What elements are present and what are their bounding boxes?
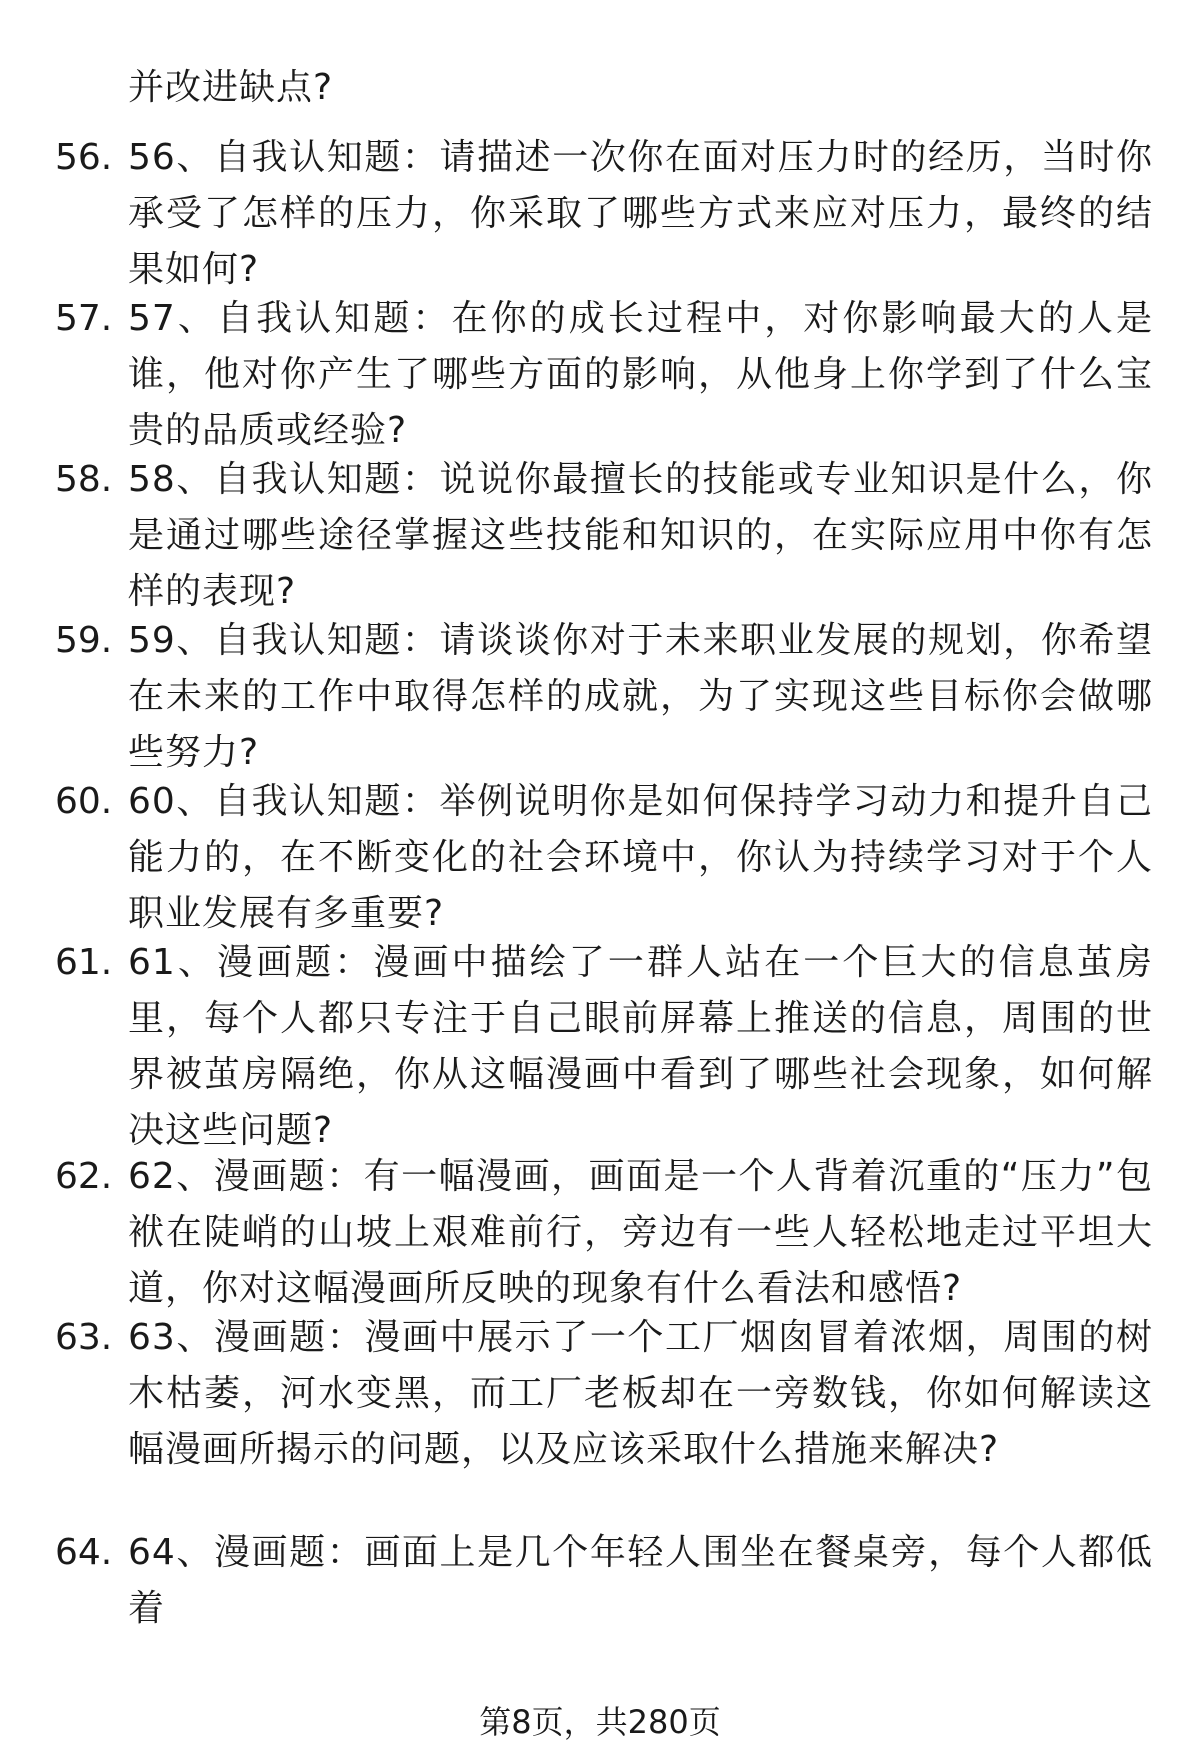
question-number: 58. — [55, 459, 113, 500]
question-text: 61、漫画题：漫画中描绘了一群人站在一个巨大的信息茧房里，每个人都只专注于自己眼前屏幕上推送的信息，周围的世界被茧房隔绝，你从这幅漫画中看到了哪些社会现象，如何解决这些问题? — [128, 942, 1153, 1151]
continuation-text: 并改进缺点? — [128, 67, 334, 108]
question-number: 62. — [55, 1156, 113, 1197]
question-text: 57、自我认知题：在你的成长过程中，对你影响最大的人是谁，他对你产生了哪些方面的影响，从他身上你学到了什么宝贵的品质或经验? — [128, 298, 1153, 451]
question-text: 62、漫画题：有一幅漫画，画面是一个人背着沉重的“压力”包袱在陡峭的山坡上艰难前行，旁边有一些人轻松地走过平坦大道，你对这幅漫画所反映的现象有什么看法和感悟? — [128, 1156, 1153, 1309]
question-text: 64、漫画题：画面上是几个年轻人围坐在餐桌旁，每个人都低着 — [128, 1532, 1153, 1629]
question-text: 56、自我认知题：请描述一次你在面对压力时的经历，当时你承受了怎样的压力，你采取了哪些方式来应对压力，最终的结果如何? — [128, 137, 1153, 290]
question-number: 59. — [55, 620, 113, 661]
question-text: 63、漫画题：漫画中展示了一个工厂烟囱冒着浓烟，周围的树木枯萎，河水变黑，而工厂老板却在一旁数钱，你如何解读这幅漫画所揭示的问题，以及应该采取什么措施来解决? — [128, 1317, 1153, 1470]
question-text: 59、自我认知题：请谈谈你对于未来职业发展的规划，你希望在未来的工作中取得怎样的成就，为了实现这些目标你会做哪些努力? — [128, 620, 1153, 773]
question-text: 60、自我认知题：举例说明你是如何保持学习动力和提升自己能力的，在不断变化的社会环境中，你认为持续学习对于个人职业发展有多重要? — [128, 781, 1153, 934]
page-footer: 第8页，共280页 — [479, 1703, 721, 1741]
question-number: 56. — [55, 137, 113, 178]
question-number: 61. — [55, 942, 113, 983]
question-number: 57. — [55, 298, 113, 339]
question-text: 58、自我认知题：说说你最擅长的技能或专业知识是什么，你是通过哪些途径掌握这些技能和知识的，在实际应用中你有怎样的表现? — [128, 459, 1153, 612]
question-number: 63. — [55, 1317, 113, 1358]
question-number: 64. — [55, 1532, 113, 1573]
question-number: 60. — [55, 781, 113, 822]
